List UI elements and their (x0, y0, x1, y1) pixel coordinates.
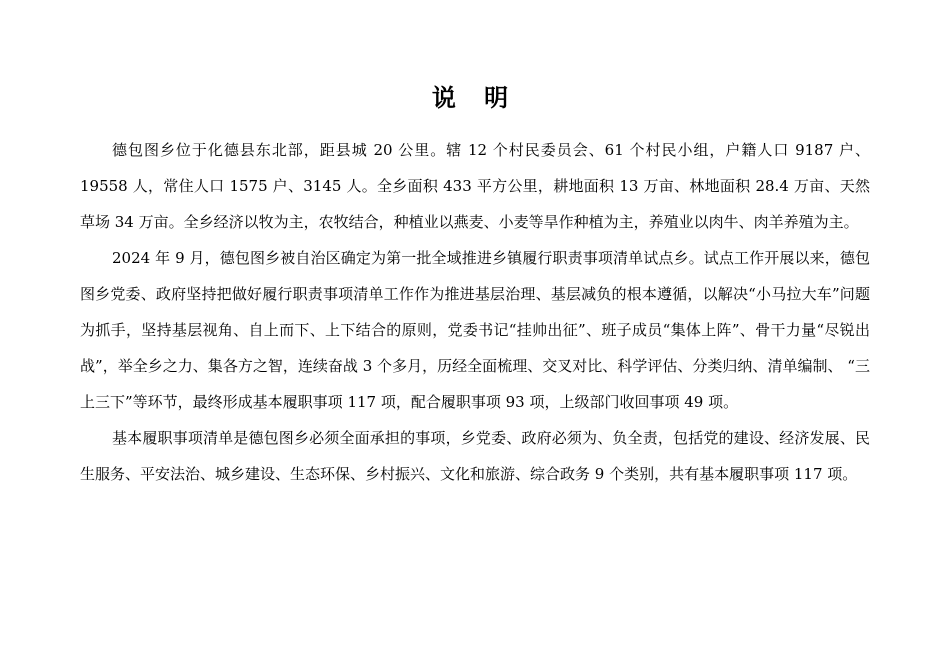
paragraph-basic-duties: 基本履职事项清单是德包图乡必须全面承担的事项，乡党委、政府必须为、负全责，包括党的建设、经济发展、民生服务、平安法治、城乡建设、生态环保、乡村振兴、文化和旅游、综合政务 9 个类别，共有基本履职事项 117 项。 (80, 429, 870, 483)
document-body (80, 132, 870, 492)
document-title: 说 明 (431, 84, 519, 112)
paragraph-overview: 德包图乡位于化德县东北部，距县城 20 公里。辖 12 个村民委员会、61 个村民小组，户籍人口 9187 户、19558 人，常住人口 1575 户、3145 人。全乡面积 433 平方公里，耕地面积 13 万亩、林地面积 28.4 万亩、天然草场 34 万亩。全乡经济以牧为主，农牧结合，种植业以燕麦、小麦等旱作种植为主，养殖业以肉牛、肉羊养殖为主。 (80, 141, 870, 231)
paragraph-pilot-work: 2024 年 9 月，德包图乡被自治区确定为第一批全域推进乡镇履行职责事项清单试点乡。试点工作开展以来，德包图乡党委、政府坚持把做好履行职责事项清单工作作为推进基层治理、基层减负的根本遵循，以解决“小马拉大车”问题为抓手，坚持基层视角、自上而下、上下结合的原则，党委书记“挂帅出征”、班子成员“集体上阵”、骨干力量“尽锐出战”，举全乡之力、集各方之智，连续奋战 3 个多月，历经全面梳理、交叉对比、科学评估、分类归纳、清单编制、 “三上三下”等环节，最终形成基本履职事项 117 项，配合履职事项 93 项，上级部门收回事项 49 项。 (80, 249, 870, 411)
